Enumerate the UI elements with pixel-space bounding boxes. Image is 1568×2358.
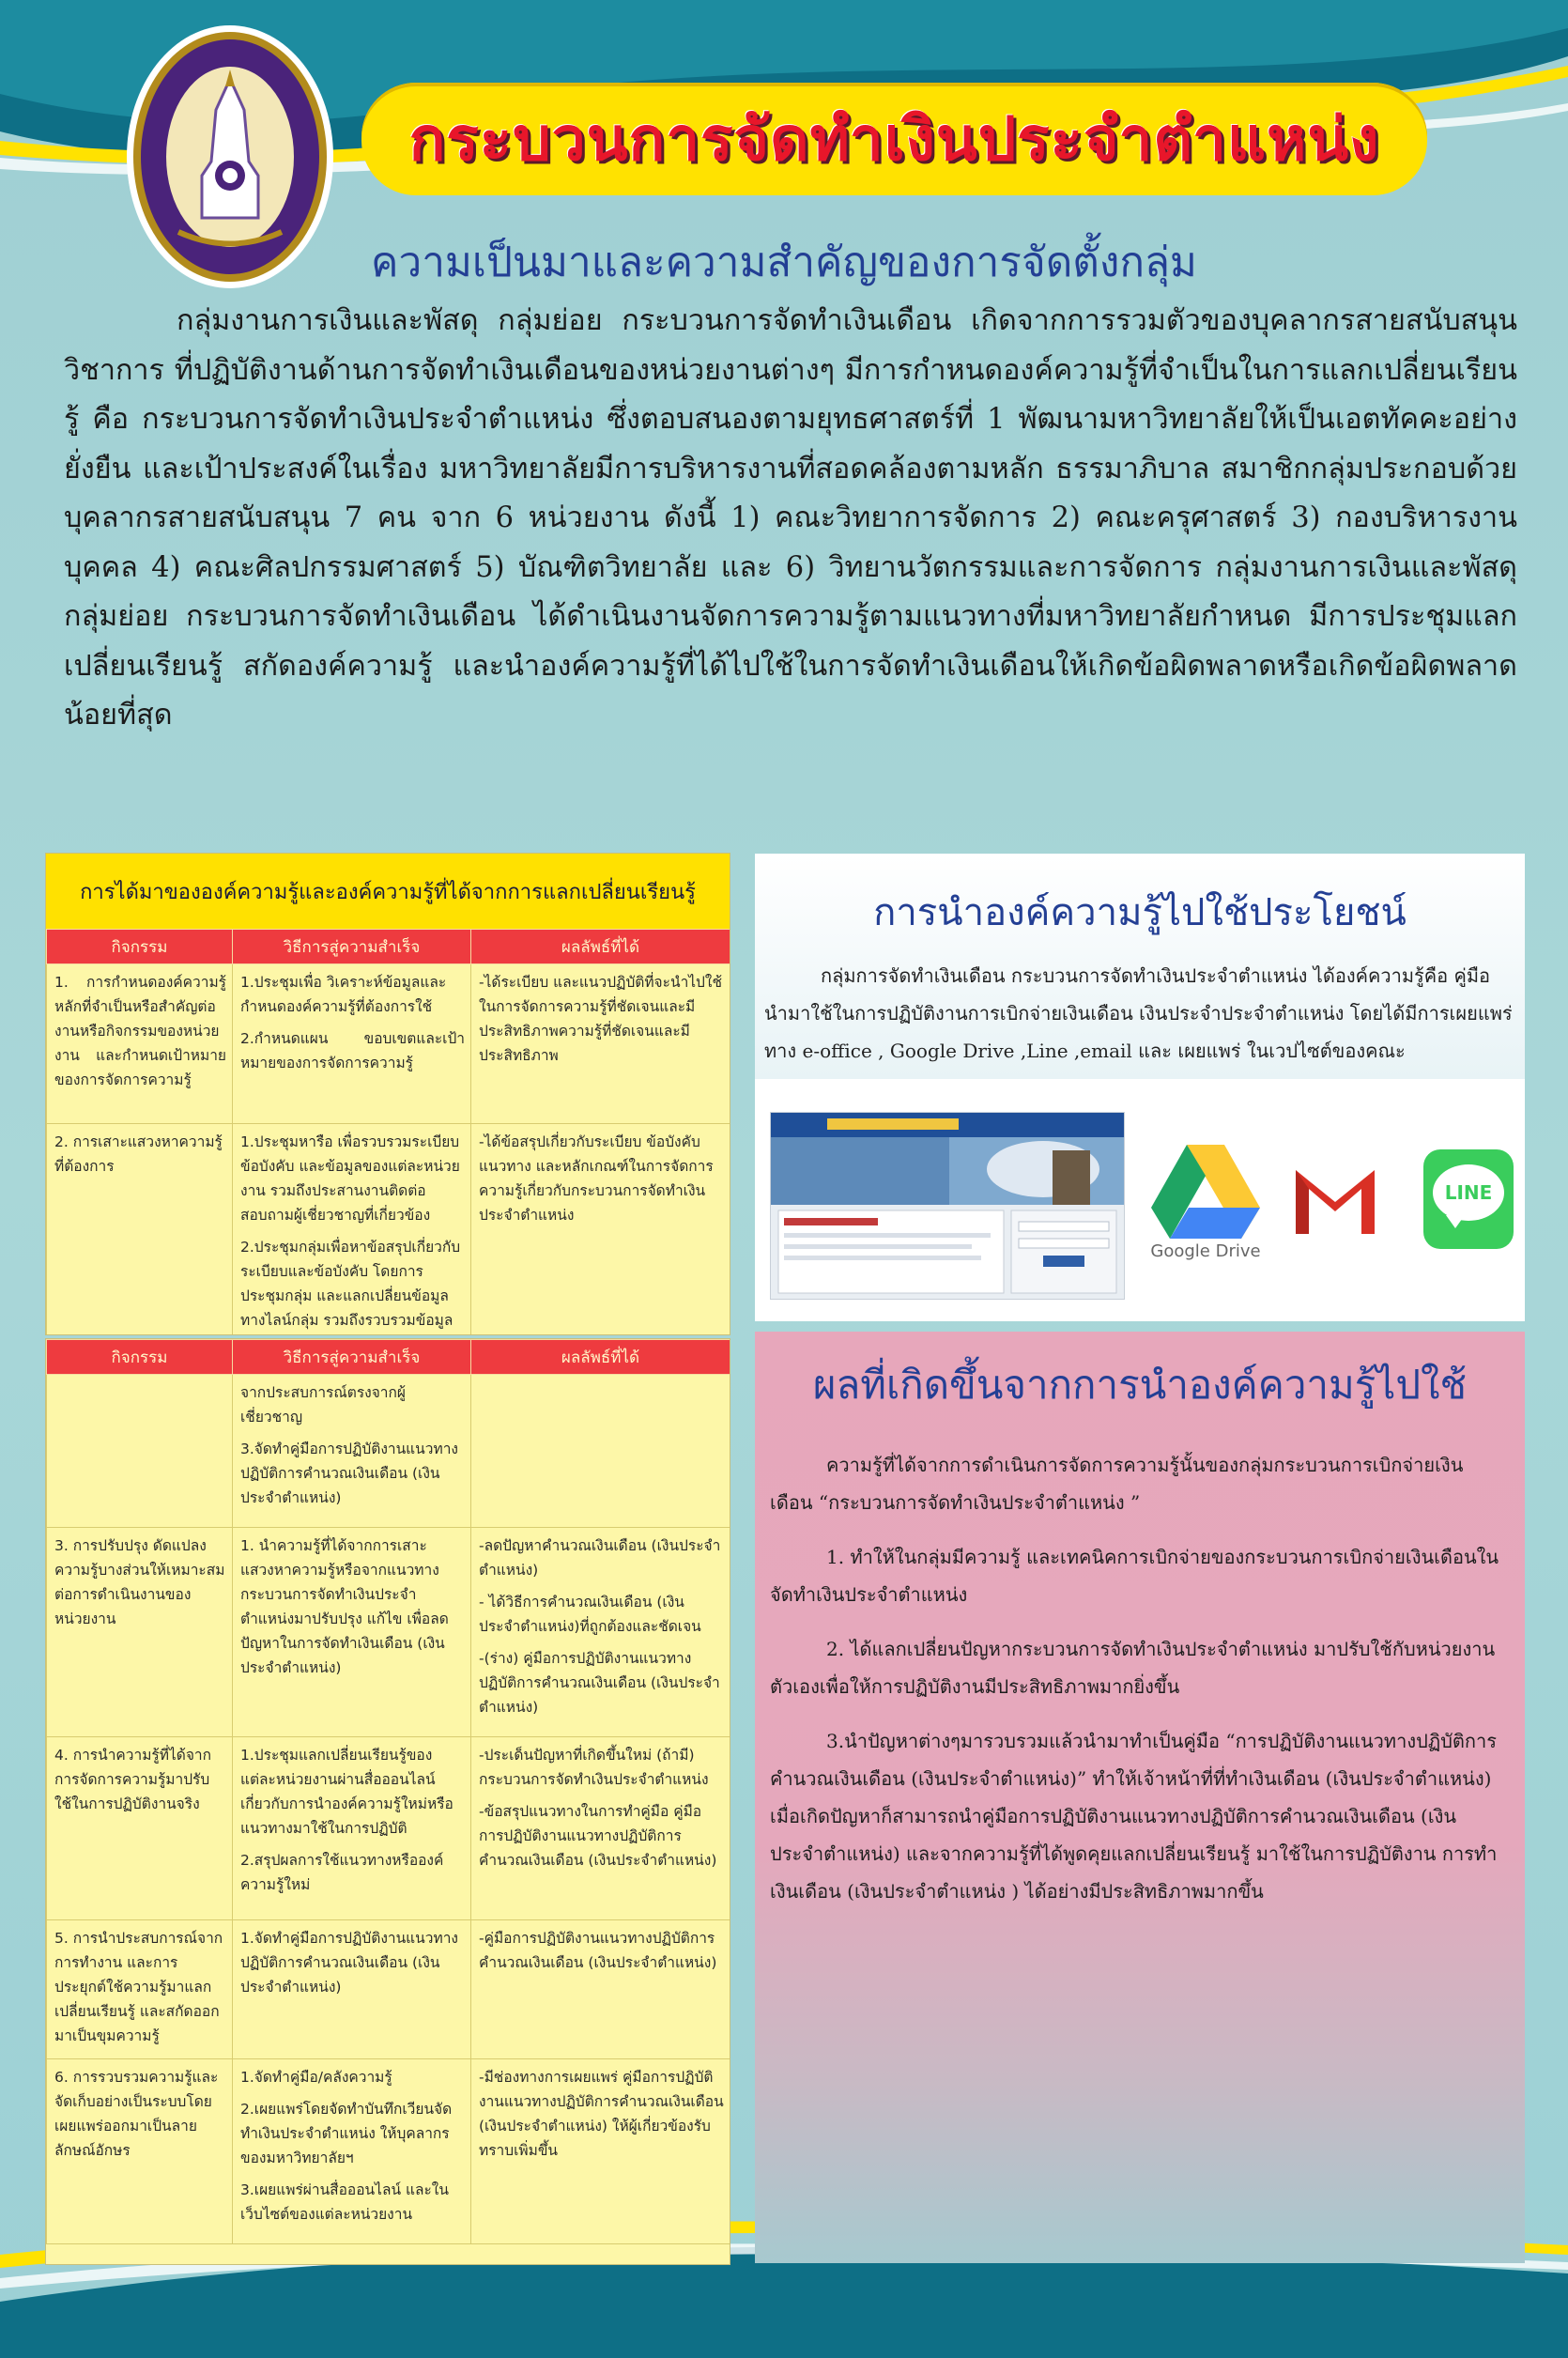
table-row — [47, 1737, 730, 1920]
result-item: -(ร่าง) คู่มือการปฏิบัติงานแนวทางปฏิบัติการคำนวณเงินเดือน (เงินประจำตำแหน่ง) — [479, 1650, 720, 1716]
method-item: 1.ประชุมหารือ เพื่อรวบรวมระเบียบ ข้อบังคับ และข้อมูลของแต่ละหน่วยงาน รวมถึงประสานงานติดต่อสอบถามผู้เชี่ยวชาญที่เกี่ยวข้อง — [240, 1133, 460, 1224]
activity-cell: 2. การเสาะแสวงหาความรู้ที่ต้องการ — [47, 1124, 233, 1336]
result-cell — [471, 1124, 730, 1336]
method-item: 1.จัดทำคู่มือการปฏิบัติงานแนวทางปฏิบัติการคำนวณเงินเดือน (เงินประจำตำแหน่ง) — [240, 1930, 458, 1996]
google-drive-label: Google Drive — [1150, 1241, 1261, 1261]
line-icon-label: LINE — [1444, 1181, 1493, 1204]
table-row — [47, 1920, 730, 2059]
table-row — [47, 1528, 730, 1737]
usage-body — [764, 957, 1515, 1070]
table-row — [47, 2059, 730, 2244]
table-row — [47, 1124, 730, 1336]
result-paragraph — [770, 1722, 1502, 1910]
result-paragraph-text: 3.นำปัญหาต่างๆมารวบรวมแล้วนำมาทำเป็นคู่มือ “การปฏิบัติงานแนวทางปฏิบัติการคำนวณเงินเดือน (เงินประจำตำแหน่ง)” ทำให้เจ้าหน้าที่ที่ทำเงินเดือน (เงินประจำตำแหน่ง) เมื่อเกิดปัญหาก็สามารถนำคู่มือการปฏิบัติงานแนวทางปฏิบัติการคำนวณเงินเดือน (เงินประจำตำแหน่ง) และจากความรู้ที่ได้พูดคุยแลกเปลี่ยนเรียนรู้ มาใช้ในการปฏิบัติงาน การทำเงินเดือน (เงินประจำตำแหน่ง ) ได้อย่างมีประสิทธิภาพมากขึ้น — [770, 1730, 1498, 1903]
result-body — [770, 1446, 1502, 1927]
result-cell — [471, 964, 730, 1124]
line-icon — [1423, 1149, 1514, 1249]
col-header-activity: กิจกรรม — [47, 1340, 233, 1375]
result-cell — [471, 2059, 730, 2244]
background-body — [64, 297, 1517, 741]
channel-logos — [755, 1093, 1525, 1318]
method-item: 3.จัดทำคู่มือการปฏิบัติงานแนวทางปฏิบัติการคำนวณเงินเดือน (เงินประจำตำแหน่ง) — [240, 1441, 458, 1506]
activity-cell: 6. การรวบรวมความรู้และจัดเก็บอย่างเป็นระบบโดยเผยแพร่ออกมาเป็นลายลักษณ์อักษร — [47, 2059, 233, 2244]
col-header-method: วิธีการสู่ความสำเร็จ — [233, 930, 471, 964]
result-item: -มีช่องทางการเผยแพร่ คู่มือการปฏิบัติงานแนวทางปฏิบัติการคำนวณเงินเดือน (เงินประจำตำแหน่ง) ให้ผู้เกี่ยวข้องรับทราบเพิ่มขึ้น — [479, 2069, 724, 2159]
method-cell — [233, 2059, 471, 2244]
method-item: 1.ประชุมเพื่อ วิเคราะห์ข้อมูลและกำหนดองค์ความรู้ที่ต้องการใช้ — [240, 974, 447, 1015]
result-item: -ข้อสรุปแนวทางในการทำคู่มือ คู่มือการปฏิบัติงานแนวทางปฏิบัติการคำนวณเงินเดือน (เงินประจำตำแหน่ง) — [479, 1803, 717, 1869]
result-item: -ประเด็นปัญหาที่เกิดขึ้นใหม่ (ถ้ามี) กระบวนการจัดทำเงินประจำตำแหน่ง — [479, 1747, 709, 1788]
result-cell — [471, 1920, 730, 2059]
method-item: 2.สรุปผลการใช้แนวทางหรือองค์ความรู้ใหม่ — [240, 1852, 444, 1893]
usage-heading: การนำองค์ความรู้ไปใช้ประโยชน์ — [873, 891, 1407, 934]
knowledge-table-continued — [46, 1339, 730, 2244]
knowledge-table-part1 — [45, 853, 730, 1335]
usage-text: กลุ่มการจัดทำเงินเดือน กระบวนการจัดทำเงินประจำตำแหน่ง ได้องค์ความรู้คือ คู่มือ นำมาใช้ในการปฏิบัติงานการเบิกจ่ายเงินเดือน เงินประจำประจำตำแหน่ง โดยได้มีการเผยแพร่ทาง e-office , Google Drive ,Line ,email และ เผยแพร่ ในเวปไซต์ของคณะ — [764, 964, 1513, 1062]
result-paragraph-text: 1. ทำให้ในกลุ่มมีความรู้ และเทคนิคการเบิกจ่ายของกระบวนการเบิกจ่ายเงินเดือนในจัดทำเงินประจำตำแหน่ง — [770, 1546, 1499, 1606]
knowledge-table — [46, 929, 730, 1335]
activity-cell: 4. การนำความรู้ที่ได้จากการจัดการความรู้มาปรับใช้ในการปฏิบัติงานจริง — [47, 1737, 233, 1920]
method-item: 2.กำหนดแผน ขอบเขตและเป้าหมายของการจัดการความรู้ — [240, 1030, 465, 1071]
page-title: กระบวนการจัดทำเงินประจำตำแหน่ง — [408, 105, 1380, 175]
activity-cell — [47, 1375, 233, 1528]
result-paragraph-text: 2. ได้แลกเปลี่ยนปัญหากระบวนการจัดทำเงินประจำตำแหน่ง มาปรับใช้กับหน่วยงานตัวเองเพื่อให้การปฏิบัติงานมีประสิทธิภาพมากยิ่งขึ้น — [770, 1638, 1496, 1698]
activity-cell: 3. การปรับปรุง ดัดแปลงความรู้บางส่วนให้เหมาะสมต่อการดำเนินงานของหน่วยงาน — [47, 1528, 233, 1737]
usage-panel — [755, 854, 1525, 1321]
col-header-activity: กิจกรรม — [47, 930, 233, 964]
method-cell — [233, 1375, 471, 1528]
background-heading: ความเป็นมาและความสำคัญของการจัดตั้งกลุ่ม — [371, 239, 1197, 286]
result-paragraph — [770, 1446, 1502, 1521]
method-cell — [233, 1920, 471, 2059]
google-drive-icon — [1149, 1140, 1262, 1243]
activity-cell: 1. การกำหนดองค์ความรู้หลักที่จำเป็นหรือสำคัญต่องานหรือกิจกรรมของหน่วยงาน และกำหนดเป้าหมายของการจัดการความรู้ — [47, 964, 233, 1124]
knowledge-table-title: การได้มาขององค์ความรู้และองค์ความรู้ที่ได้จากการแลกเปลี่ยนเรียนรู้ — [46, 854, 730, 929]
result-item: - ได้วิธีการคำนวณเงินเดือน (เงินประจำตำแหน่ง)ที่ถูกต้องและชัดเจน — [479, 1594, 701, 1635]
background-text: กลุ่มงานการเงินและพัสดุ กลุ่มย่อย กระบวนการจัดทำเงินเดือน เกิดจากการรวมตัวของบุคลากรสายสนับสนุนวิชาการ ที่ปฏิบัติงานด้านการจัดทำเงินเดือนของหน่วยงานต่างๆ มีการกำหนดองค์ความรู้ที่จำเป็นในการแลกเปลี่ยนเรียนรู้ คือ กระบวนการจัดทำเงินประจำตำแหน่ง ซึ่งตอบสนองตามยุทธศาสตร์ที่ 1 พัฒนามหาวิทยาลัยให้เป็นเอตทัคคะอย่างยั่งยืน และเป้าประสงค์ในเรื่อง มหาวิทยาลัยมีการบริหารงานที่สอดคล้องตามหลัก ธรรมาภิบาล สมาชิกกลุ่มประกอบด้วย บุคลากรสายสนับสนุน 7 คน จาก 6 หน่วยงาน ดังนี้ 1) คณะวิทยาการจัดการ 2) คณะครุศาสตร์ 3) กองบริหารงานบุคคล 4) คณะศิลปกรรมศาสตร์ 5) บัณฑิตวิทยาลัย และ 6) วิทยานวัตกรรมและการจัดการ กลุ่มงานการเงินและพัสดุ กลุ่มย่อย กระบวนการจัดทำเงินเดือน ได้ดำเนินงานจัดการความรู้ตามแนวทางที่มหาวิทยาลัยกำหนด มีการประชุมแลกเปลี่ยนเรียนรู้ สกัดองค์ความรู้ และนำองค์ความรู้ที่ได้ไปใช้ในการจัดทำเงินเดือนให้เกิดข้อผิดพลาดหรือเกิดข้อผิดพลาดน้อยที่สุด — [64, 304, 1517, 732]
website-screenshot — [770, 1112, 1125, 1300]
method-item: 1.จัดทำคู่มือ/คลังความรู้ — [240, 2069, 392, 2086]
result-item: -คู่มือการปฏิบัติงานแนวทางปฏิบัติการคำนวณเงินเดือน (เงินประจำตำแหน่ง) — [479, 1930, 717, 1971]
gmail-icon — [1288, 1159, 1382, 1240]
result-paragraph — [770, 1630, 1502, 1705]
method-cell — [233, 1737, 471, 1920]
method-item: 1.ประชุมแลกเปลี่ยนเรียนรู้ของแต่ละหน่วยงานผ่านสื่อออนไลน์ เกี่ยวกับการนำองค์ความรู้ใหม่หรือแนวทางมาใช้ในการปฏิบัติ — [240, 1747, 453, 1837]
result-cell — [471, 1737, 730, 1920]
result-item: -ลดปัญหาคำนวณเงินเดือน (เงินประจำตำแหน่ง) — [479, 1537, 721, 1579]
table-row — [47, 1375, 730, 1528]
activity-cell: 5. การนำประสบการณ์จากการทำงาน และการประยุกต์ใช้ความรู้มาแลกเปลี่ยนเรียนรู้ และสกัดออกมาเป็นขุมความรู้ — [47, 1920, 233, 2059]
method-item: 2.ประชุมกลุ่มเพื่อหาข้อสรุปเกี่ยวกับระเบียบและข้อบังคับ โดยการประชุมกลุ่ม และแลกเปลี่ยนข้อมูลทางไลน์กลุ่ม รวมถึงรวบรวมข้อมูล — [240, 1239, 461, 1329]
result-item: -ได้ข้อสรุปเกี่ยวกับระเบียบ ข้อบังคับ แนวทาง และหลักเกณฑ์ในการจัดการความรู้เกี่ยวกับกระบวนการจัดทำเงินประจำตำแหน่ง — [479, 1133, 714, 1224]
knowledge-table-part2 — [45, 1338, 730, 2265]
title-banner — [361, 83, 1427, 195]
method-item: 3.เผยแพร่ผ่านสื่อออนไลน์ และในเว็บไซต์ของแต่ละหน่วยงาน — [240, 2181, 449, 2223]
method-item: 2.เผยแพร่โดยจัดทำบันทึกเวียนจัดทำเงินประจำตำแหน่ง ให้บุคลากรของมหาวิทยาลัยฯ — [240, 2101, 453, 2166]
result-cell — [471, 1375, 730, 1528]
result-cell — [471, 1528, 730, 1737]
method-cell — [233, 1528, 471, 1737]
result-panel — [755, 1332, 1525, 2263]
method-cell — [233, 964, 471, 1124]
result-heading: ผลที่เกิดขึ้นจากการนำองค์ความรู้ไปใช้ — [812, 1362, 1468, 1408]
result-item: -ได้ระเบียบ และแนวปฏิบัติที่จะนำไปใช้ในการจัดการความรู้ที่ชัดเจนและมีประสิทธิภาพความรู้ที่ชัดเจนและมีประสิทธิภาพ — [479, 974, 722, 1064]
method-cell — [233, 1124, 471, 1336]
method-item: จากประสบการณ์ตรงจากผู้เชี่ยวชาญ — [240, 1384, 406, 1426]
table-row — [47, 964, 730, 1124]
col-header-result: ผลลัพธ์ที่ได้ — [471, 930, 730, 964]
result-paragraph-text: ความรู้ที่ได้จากการดำเนินการจัดการความรู้นั้นของกลุ่มกระบวนการเบิกจ่ายเงินเดือน “กระบวนการจัดทำเงินประจำตำแหน่ง ” — [770, 1454, 1464, 1514]
method-item: 1. นำความรู้ที่ได้จากการเสาะแสวงหาความรู้หรือจากแนวทางกระบวนการจัดทำเงินประจำตำแหน่งมาปรับปรุง แก้ไข เพื่อลดปัญหาในการจัดทำเงินเดือน (เงินประจำตำแหน่ง) — [240, 1537, 449, 1676]
col-header-method: วิธีการสู่ความสำเร็จ — [233, 1340, 471, 1375]
result-paragraph — [770, 1538, 1502, 1613]
col-header-result: ผลลัพธ์ที่ได้ — [471, 1340, 730, 1375]
